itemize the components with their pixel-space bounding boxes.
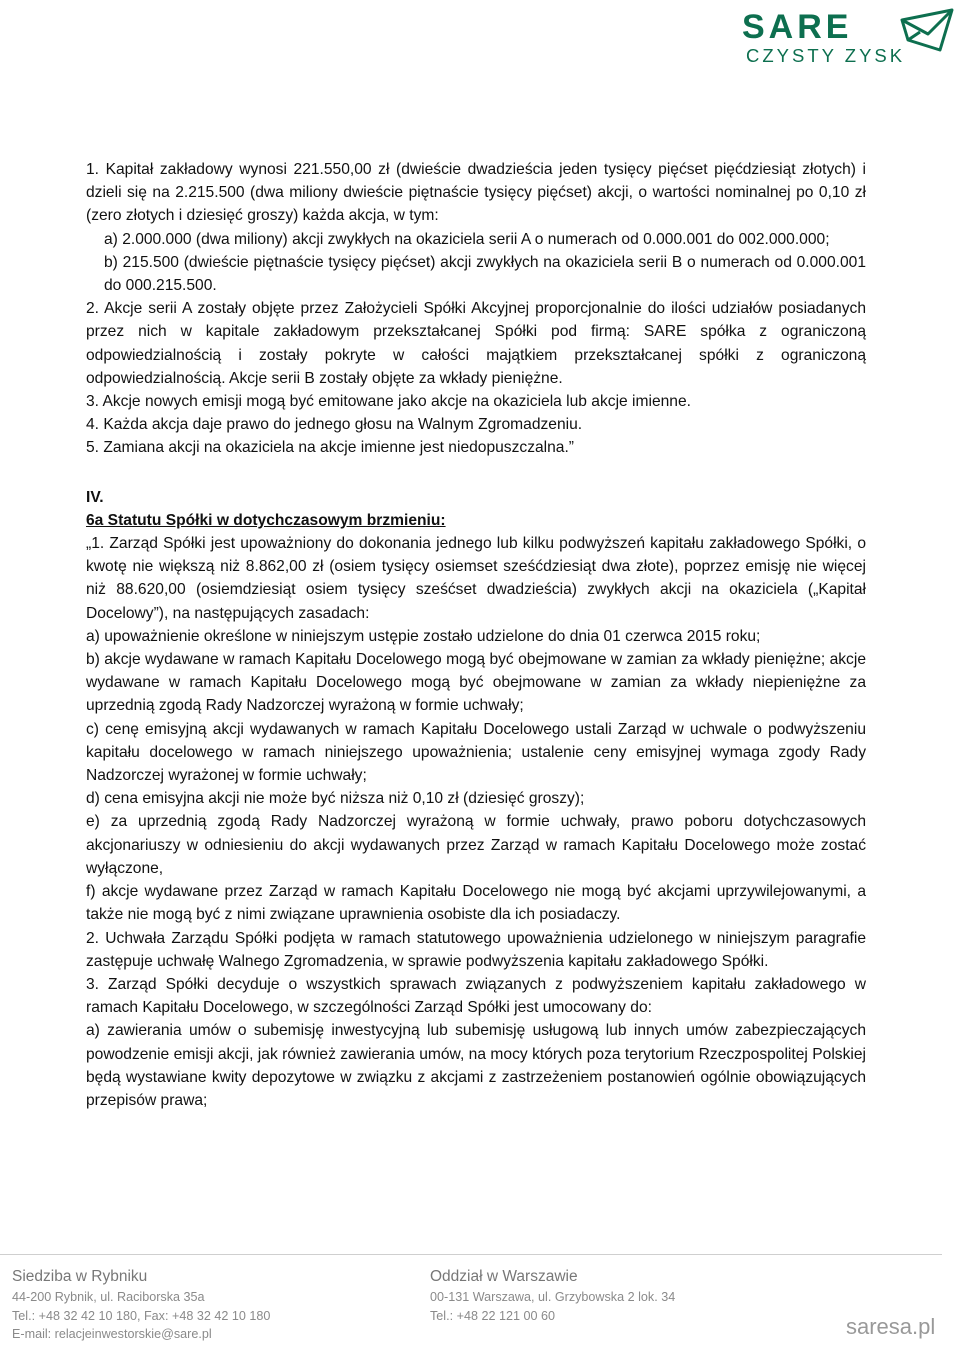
branch-title: Oddział w Warszawie bbox=[430, 1268, 578, 1285]
quote-point-1: „1. Zarząd Spółki jest upoważniony do dokonania jednego lub kilku podwyższeń kapitału zakładowego Spółki, o kwotę nie większą niż 8.862,00 zł (osiem tysięcy osiemset sześćdziesiąt dwa złote), poprzez emisję nie więcej niż 88.620,00 (osiemdziesiąt osiem tysięcy sześćset dwadzieścia) zwykłych akcji na okaziciela („Kapitał Docelowy”), na następujących zasadach: bbox=[86, 535, 866, 622]
quote-point-1c: c) cenę emisyjną akcji wydawanych w ramach Kapitału Docelowego ustali Zarząd w uchwale o podwyższeniu kapitału docelowego w ramach niniejszego upoważnienia; ustalenie ceny emisyjnej wymaga zgody Rady Nadzorczej wyrażonej w formie uchwały; bbox=[86, 720, 866, 785]
quote-point-1d: d) cena emisyjna akcji nie może być niższa niż 0,10 zł (dziesięć groszy); bbox=[86, 790, 585, 808]
website-link[interactable]: saresa.pl bbox=[846, 1314, 936, 1339]
quote-point-1b: b) akcje wydawane w ramach Kapitału Docelowego mogą być obejmowane w zamian za wkłady pieniężne; akcje wydawane w ramach Kapitału Docelowego mogą być obejmowane w zamian za wkłady niepieniężne za uprzednią zgodą Rady Nadzorczej wyrażoną w formie uchwały; bbox=[86, 651, 866, 715]
quote-point-1e: e) za uprzednią zgodą Rady Nadzorczej wyrażoną w formie uchwały, prawo poboru dotychczasowych akcjonariuszy w odniesieniu do akcji wydawanych przez Zarząd w ramach Kapitału Docelowego może zostać wyłączone, bbox=[86, 813, 866, 877]
footer-branch-address bbox=[430, 1266, 675, 1325]
paragraph-5: 5. Zamiana akcji na okaziciela na akcje imienne jest niedopuszczalna.” bbox=[86, 439, 574, 457]
paragraph-2: 2. Akcje serii A zostały objęte przez Założycieli Spółki Akcyjnej proporcjonalnie do ilości udziałów posiadanych przez nich w kapitale zakładowym przekształcanej Spółki pod firmą: SARE spółka z ograniczoną odpowiedzialnością i zostały pokryte w całości majątkiem przekształcanej spółki z ograniczoną odpowiedzialnością. Akcje serii B zostały objęte za wkłady pieniężne. bbox=[86, 300, 866, 387]
quote-point-1f: f) akcje wydawane przez Zarząd w ramach Kapitału Docelowego nie mogą być akcjami uprzywilejowanymi, a także nie mogą być z nimi związane uprawnienia osobiste dla ich posiadaczy. bbox=[86, 883, 866, 924]
paragraph-1: 1. Kapitał zakładowy wynosi 221.550,00 zł (dwieście dwadzieścia jeden tysięcy pięćset pięćdziesiąt złotych) i dzieli się na 2.215.500 (dwa miliony dwieście piętnaście tysięcy pięćset) akcji, o wartości nominalnej po 0,10 zł (zero złotych i dziesięć groszy) każda akcja, w tym: bbox=[86, 161, 866, 225]
footer-hq-address bbox=[12, 1266, 270, 1344]
quote-point-3a: a) zawierania umów o subemisję inwestycyjną lub subemisję usługową lub innych umów zabezpieczających powodzenie emisji akcji, jak również zawierania umów, na mocy których poza terytorium Rzeczpospolitej Polskiej będą wystawiane kwity depozytowe w związku z akcjami z zastrzeżeniem postanowień ogólnie obowiązujących przepisów prawa; bbox=[86, 1022, 866, 1109]
paragraph-3: 3. Akcje nowych emisji mogą być emitowane jako akcje na okaziciela lub akcje imienne. bbox=[86, 393, 691, 411]
branch-street: 00-131 Warszawa, ul. Grzybowska 2 lok. 34 bbox=[430, 1290, 676, 1304]
hq-phone: Tel.: +48 32 42 10 180, Fax: +48 32 42 10 180 bbox=[12, 1308, 271, 1323]
footer-divider bbox=[0, 1254, 942, 1255]
logo-tagline: CZYSTY ZYSK bbox=[746, 45, 906, 66]
logo-name: SARE bbox=[742, 8, 853, 46]
paragraph-4: 4. Każda akcja daje prawo do jednego głosu na Walnym Zgromadzeniu. bbox=[86, 416, 583, 434]
hq-email[interactable]: E-mail: relacjeinwestorskie@sare.pl bbox=[12, 1327, 212, 1342]
quote-point-1a: a) upoważnienie określone w niniejszym ustępie zostało udzielone do dnia 01 czerwca 2015 roku; bbox=[86, 627, 761, 645]
paragraph-1a: a) 2.000.000 (dwa miliony) akcji zwykłych na okaziciela serii A o numerach od 0.000.001 do 002.000.000; bbox=[104, 230, 830, 248]
paper-plane-envelope-icon bbox=[902, 10, 952, 50]
quote-point-2: 2. Uchwała Zarządu Spółki podjęta w ramach statutowego upoważnienia udzielonego w niniejszym paragrafie zastępuje uchwałę Walnego Zgromadzenia, w sprawie podwyższenia kapitału zakładowego Spółki. bbox=[86, 929, 866, 970]
hq-title: Siedziba w Rybniku bbox=[12, 1268, 148, 1285]
branch-phone: Tel.: +48 22 121 00 60 bbox=[430, 1308, 555, 1323]
spacer bbox=[86, 460, 866, 486]
sare-logo-graphic bbox=[738, 6, 960, 68]
sare-logo bbox=[738, 6, 960, 68]
quote-point-3: 3. Zarząd Spółki decyduje o wszystkich sprawach związanych z podwyższeniem kapitału zakładowego w ramach Kapitału Docelowego, w szczególności Zarząd Spółki jest umocowany do: bbox=[86, 975, 866, 1017]
section-number: IV. bbox=[86, 488, 104, 506]
hq-street: 44-200 Rybnik, ul. Raciborska 35a bbox=[12, 1290, 205, 1304]
paragraph-1b: b) 215.500 (dwieście piętnaście tysięcy pięćset) akcji zwykłych na okaziciela serii B o numerach od 0.000.001 do 000.215.500. bbox=[104, 253, 866, 295]
section-heading: 6a Statutu Spółki w dotychczasowym brzmieniu: bbox=[86, 511, 446, 529]
document-body bbox=[86, 158, 866, 1112]
